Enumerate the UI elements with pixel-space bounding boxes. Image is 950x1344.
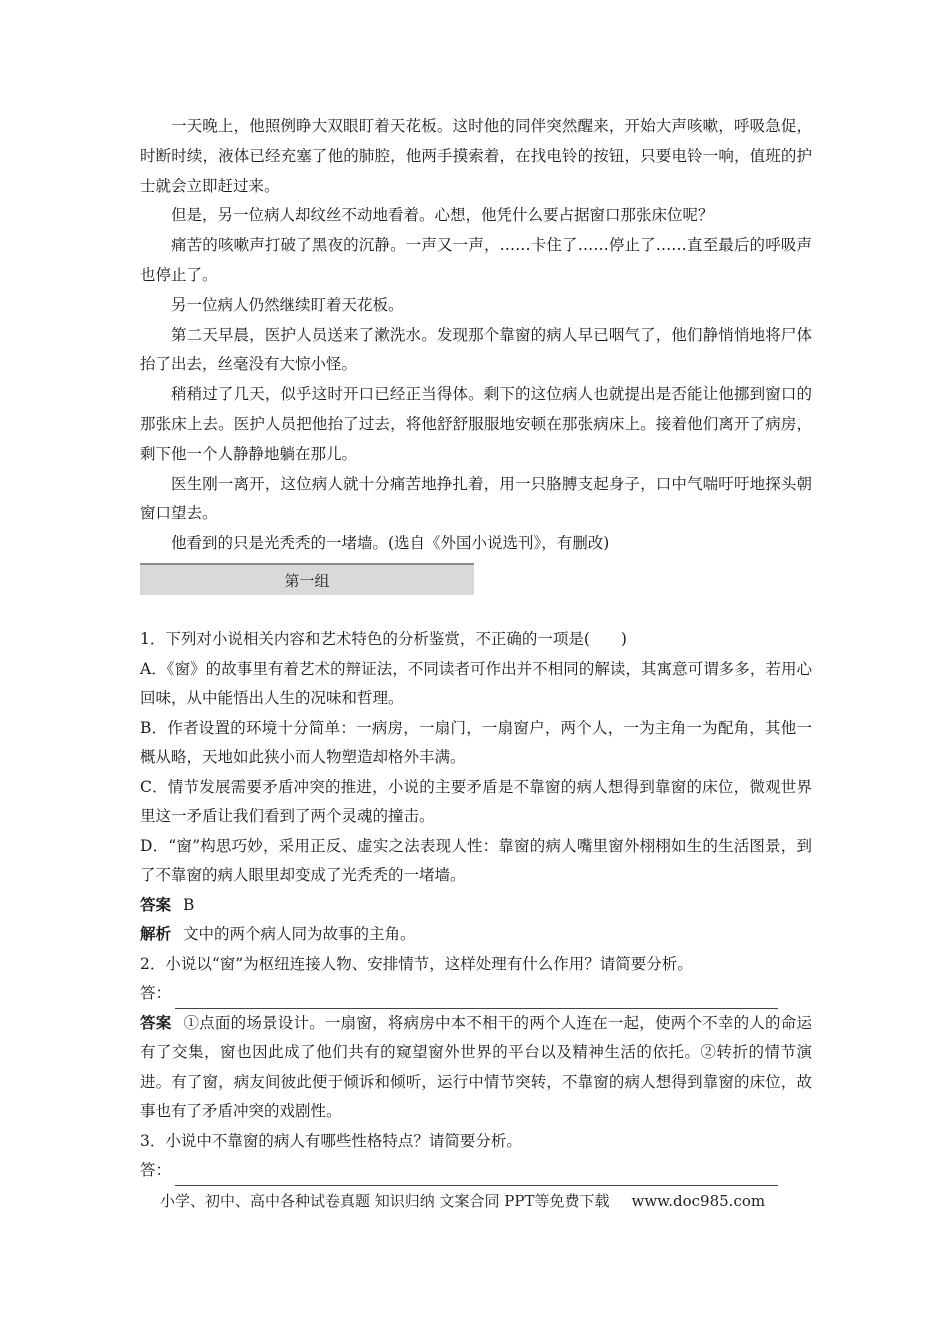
option-d: D．“窗”构思巧妙，采用正反、虚实之法表现人性：靠窗的病人嘴里窗外栩栩如生的生活图景，到了不靠窗的病人眼里却变成了光秃秃的一堵墙。	[140, 836, 812, 884]
questions-block	[140, 625, 812, 1186]
story-paragraph: 一天晚上，他照例睁大双眼盯着天花板。这时他的同伴突然醒来，开始大声咳嗽，呼吸急促，时断时续，液体已经充塞了他的肺腔，他两手摸索着，在找电铃的按钮，只要电铃一响，值班的护士就会立即赶过来。	[140, 117, 812, 195]
footer-url[interactable]: www.doc985.com	[631, 1192, 766, 1210]
answer-prefix: 答：	[140, 984, 172, 1002]
story-paragraph: 但是，另一位病人却纹丝不动地看着。心想，他凭什么要占据窗口那张床位呢？	[171, 206, 714, 225]
story-excerpt	[140, 112, 812, 559]
answer-blank	[175, 988, 778, 1009]
section-title: 第一组	[284, 571, 330, 590]
question-2-answer-line	[140, 979, 812, 1009]
question-1-analysis	[140, 920, 812, 950]
page-footer	[160, 1190, 800, 1211]
section-header	[140, 563, 474, 595]
answer-label: 答案	[140, 895, 172, 914]
question-3-stem: 3．小说中不靠窗的病人有哪些性格特点？请简要分析。	[140, 1131, 522, 1150]
story-paragraph: 稍稍过了几天，似乎这时开口已经正当得体。剩下的这位病人也就提出是否能让他挪到窗口的那张床上去。医护人员把他抬了过去，将他舒舒服服地安顿在那张病床上。接着他们离开了病房，剩下他一个人静静地躺在那儿。	[140, 385, 812, 463]
answer-value: B	[183, 895, 195, 914]
analysis-label: 解析	[140, 925, 172, 943]
story-paragraph: 他看到的只是光秃秃的一堵墙。(选自《外国小说选刊》，有删改)	[171, 534, 610, 553]
question-2-answer	[140, 1009, 812, 1127]
answer-prefix: 答：	[140, 1161, 172, 1179]
question-1-answer	[140, 891, 812, 921]
story-paragraph: 第二天早晨，医护人员送来了漱洗水。发现那个靠窗的病人早已咽气了，他们静悄悄地将尸体抬了出去，丝毫没有大惊小怪。	[140, 325, 812, 374]
answer-text: ①点面的场景设计。一扇窗，将病房中本不相干的两个人连在一起，使两个不幸的人的命运有了交集，窗也因此成了他们共有的窥望窗外世界的平台以及精神生活的依托。②转折的情节演进。有了窗，病友间彼此便于倾诉和倾听，运行中情节突转，不靠窗的病人想得到靠窗的床位，故事也有了矛盾冲突的戏剧性。	[140, 1013, 812, 1120]
answer-blank	[175, 1165, 778, 1186]
option-a: A．《窗》的故事里有着艺术的辩证法，不同读者可作出并不相同的解读，其寓意可谓多多，若用心回味，从中能悟出人生的况味和哲理。	[140, 659, 812, 707]
story-paragraph: 另一位病人仍然继续盯着天花板。	[171, 295, 404, 314]
question-3-answer-line	[140, 1156, 812, 1186]
answer-label: 答案	[140, 1013, 172, 1032]
footer-text: 小学、初中、高中各种试卷真题 知识归纳 文案合同 PPT等免费下载	[160, 1192, 610, 1210]
option-c: C．情节发展需要矛盾冲突的推进，小说的主要矛盾是不靠窗的病人想得到靠窗的床位，微观世界里这一矛盾让我们看到了两个灵魂的撞击。	[140, 777, 812, 825]
story-paragraph: 医生刚一离开，这位病人就十分痛苦地挣扎着，用一只胳膊支起身子，口中气喘吁吁地探头朝窗口望去。	[140, 474, 812, 523]
story-paragraph: 痛苦的咳嗽声打破了黑夜的沉静。一声又一声，……卡住了……停止了……直至最后的呼吸声也停止了。	[140, 236, 812, 284]
option-b: B．作者设置的环境十分简单：一病房，一扇门，一扇窗户，两个人，一为主角一为配角，其他一概从略，天地如此狭小而人物塑造却格外丰满。	[140, 718, 812, 766]
question-1-stem: 1．下列对小说相关内容和艺术特色的分析鉴赏，不正确的一项是( )	[140, 630, 627, 648]
analysis-text: 文中的两个病人同为故事的主角。	[183, 925, 416, 943]
question-2-stem: 2．小说以“窗”为枢纽连接人物、安排情节，这样处理有什么作用？请简要分析。	[140, 954, 693, 973]
